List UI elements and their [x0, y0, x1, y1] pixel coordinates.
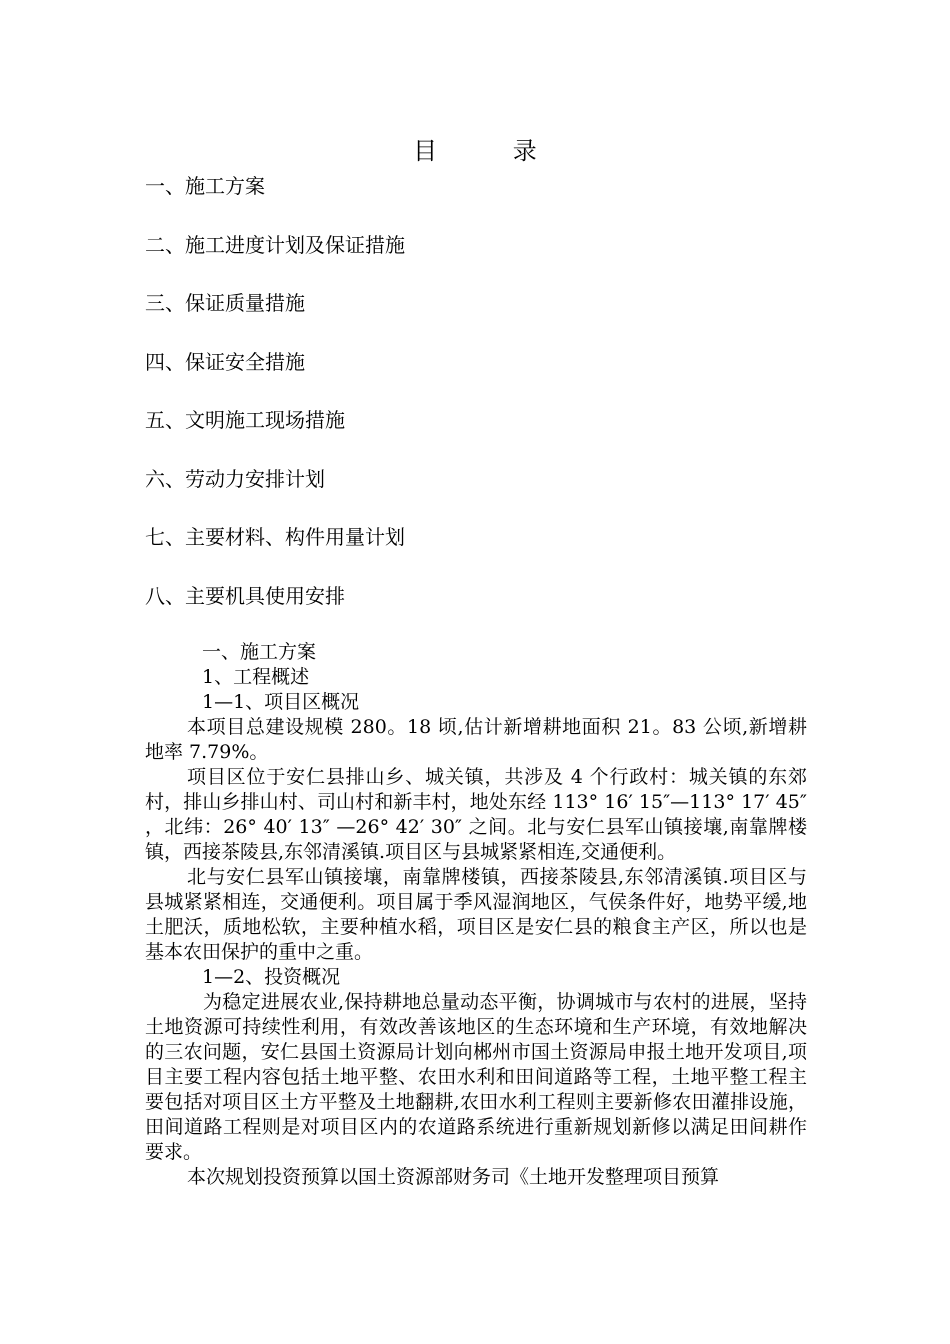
toc-item: 三、保证质量措施 — [145, 291, 305, 315]
table-of-contents — [145, 170, 405, 638]
body-paragraph: 本次规划投资预算以国土资源部财务司《土地开发整理项目预算 — [187, 1166, 720, 1188]
toc-item: 八、主要机具使用安排 — [145, 583, 345, 608]
body-paragraph: 项目区位于安仁县排山乡、城关镇，共涉及 4 个行政村：城关镇的东郊村，排山乡排山村、司山村和新丰村，地处东经 113° 16′ 15″—113° 17′ 45″ ，北纬：26° 40′ 13″ —26° 42′ 30″ 之间。北与安仁县军山镇接壤,南靠牌楼镇，西接茶陵县,东邻清溪镇.项目区与县城紧紧相连,交通便利。 — [145, 766, 807, 863]
document-body — [145, 640, 807, 1190]
body-paragraph: 北与安仁县军山镇接壤，南靠牌楼镇，西接茶陵县,东邻清溪镇.项目区与县城紧紧相连，交通便利。项目属于季风湿润地区，气侯条件好，地势平缓,地土肥沃，质地松软，主要种植水稻，项目区是安仁县的粮食主产区，所以也是基本农田保护的重中之重。 — [145, 866, 807, 963]
toc-item: 二、施工进度计划及保证措施 — [145, 232, 405, 257]
toc-item: 五、文明施工现场措施 — [145, 408, 345, 432]
toc-item: 六、劳动力安排计划 — [145, 466, 325, 491]
page-title: 目 录 — [413, 137, 571, 165]
body-paragraph: 本项目总建设规模 280。18 顷,估计新增耕地面积 21。83 公顷,新增耕地率 7.79%。 — [145, 716, 807, 763]
section-heading: 一、施工方案 — [202, 641, 317, 663]
sub-sub-heading: 1—2、投资概况 — [202, 966, 341, 988]
sub-heading: 1、工程概述 — [202, 666, 310, 688]
toc-item: 一、施工方案 — [145, 174, 265, 198]
toc-item: 四、保证安全措施 — [145, 349, 305, 374]
sub-sub-heading: 1—1、项目区概况 — [202, 691, 360, 713]
toc-item: 七、主要材料、构件用量计划 — [145, 525, 405, 549]
body-paragraph: 为稳定进展农业,保持耕地总量动态平衡，协调城市与农村的进展，坚持土地资源可持续性利用，有效改善该地区的生态环境和生产环境，有效地解决的三农问题，安仁县国土资源局计划向郴州市国土资源局申报土地开发项目,项目主要工程内容包括土地平整、农田水利和田间道路等工程，土地平整工程主要包括对项目区土方平整及土地翻耕,农田水利工程则主要新修农田灌排设施，田间道路工程则是对项目区内的农道路系统进行重新规划新修以满足田间耕作要求。 — [145, 991, 807, 1163]
